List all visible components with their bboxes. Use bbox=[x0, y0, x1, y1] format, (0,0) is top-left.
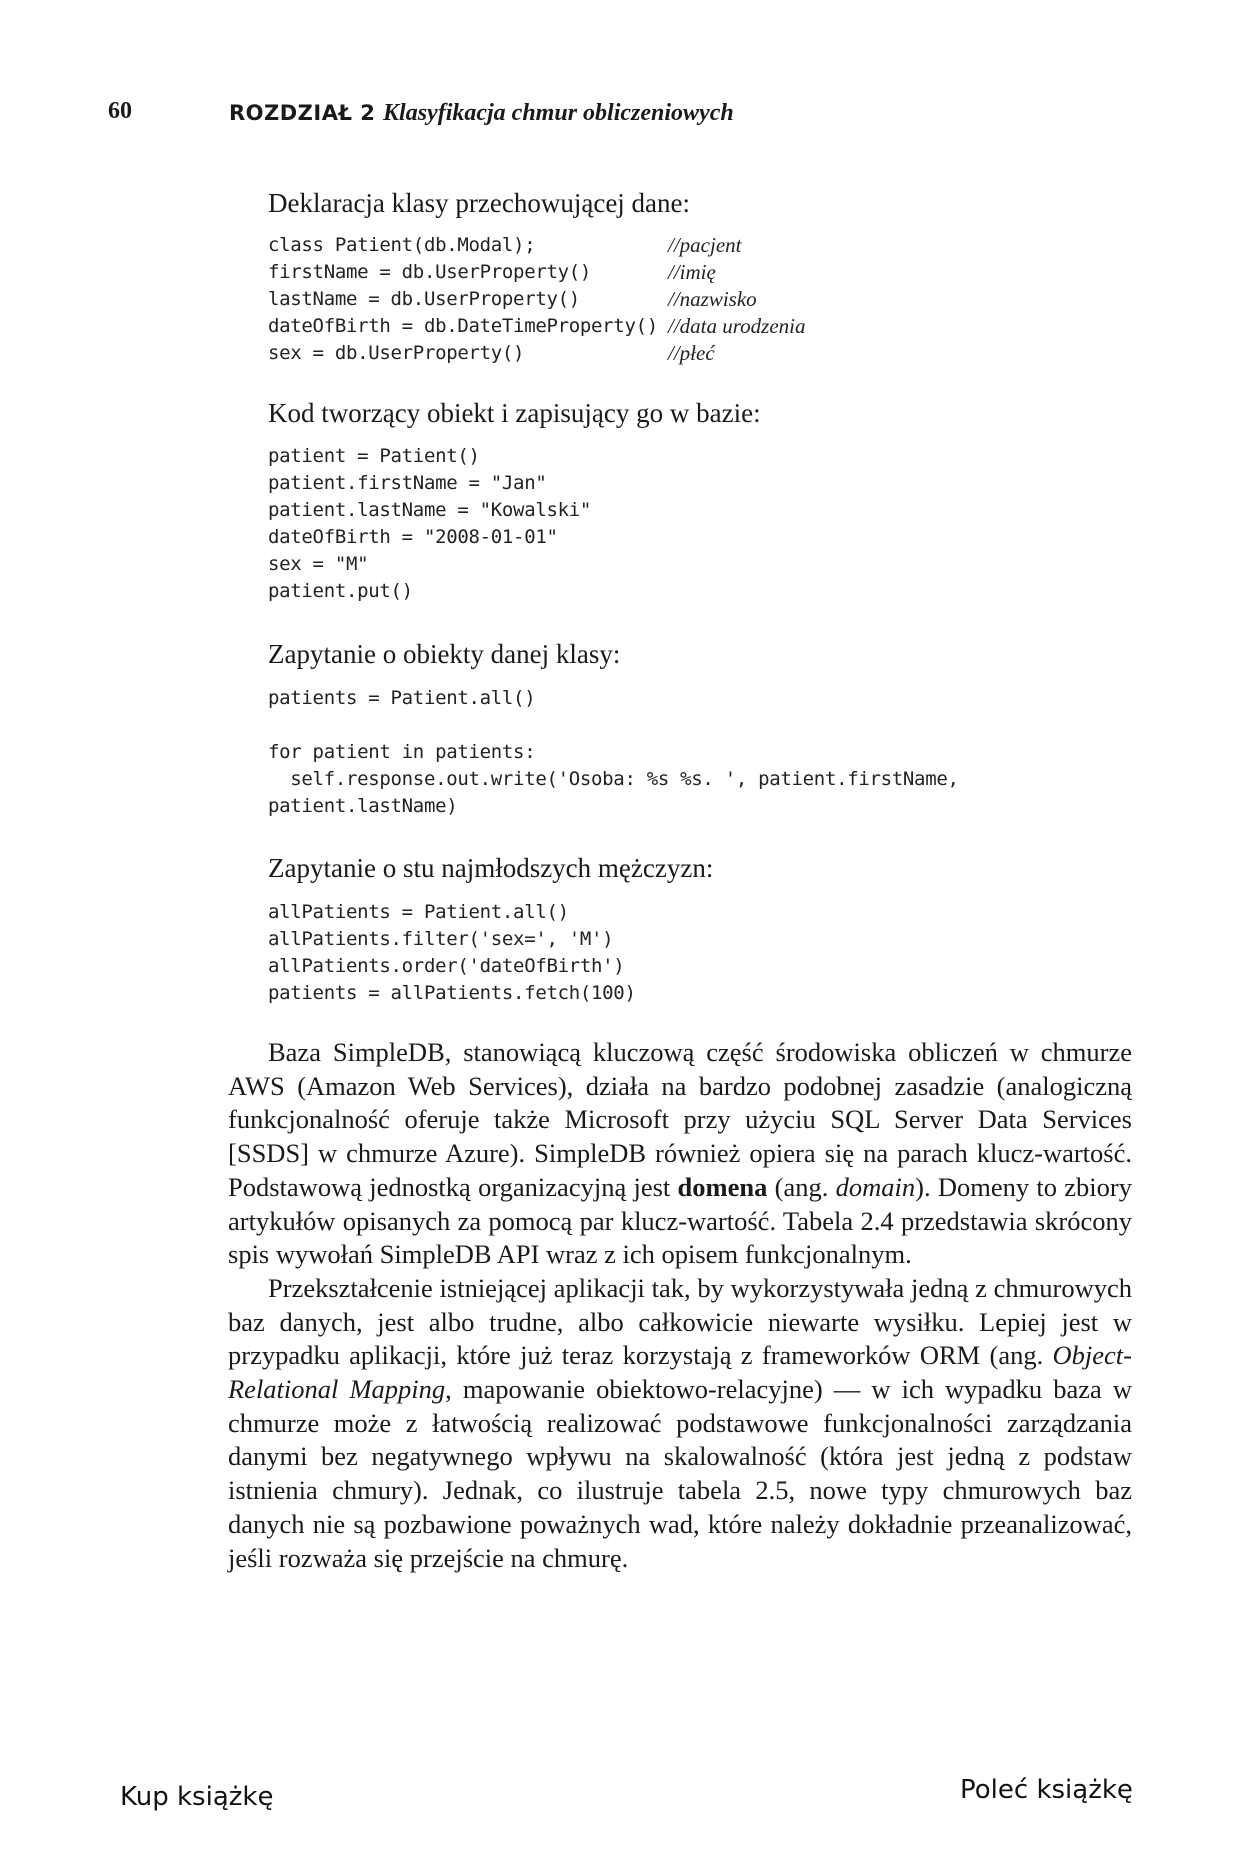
code-comment: //pacjent bbox=[668, 233, 742, 257]
code-line: patient.lastName) bbox=[268, 795, 458, 817]
section-heading-query-youngest: Zapytanie o stu najmłodszych mężczyzn: bbox=[268, 853, 714, 883]
code-block-class-declaration bbox=[268, 232, 806, 367]
code-line: dateOfBirth = db.DateTimeProperty() //data urodzenia bbox=[268, 314, 806, 338]
footer-right bbox=[960, 1775, 1133, 1805]
page-header bbox=[108, 98, 1108, 132]
paragraph: Baza SimpleDB, stanowiącą kluczową część środowiska obliczeń w chmurze AWS (Amazon Web Services), działa na bardzo podobnej zasadzie (analogiczną funkcjonalność oferuje także Microsoft przy użyciu SQL Server Data Services [SSDS] w chmurze Azure). SimpleDB również opiera się na parach klucz-wartość. Podstawową jednostką organizacyjną jest domena (ang. domain). Domeny to zbiory artykułów opisanych za pomocą par klucz-wartość. Tabela 2.4 przedstawia skrócony spis wywołań SimpleDB API wraz z ich opisem funkcjonalnym. bbox=[228, 1037, 1132, 1270]
running-head bbox=[229, 98, 734, 127]
code-line: patients = Patient.all() bbox=[268, 687, 536, 709]
code-line: sex = db.UserProperty() //płeć bbox=[268, 341, 715, 365]
recommend-book-link[interactable]: Poleć książkę bbox=[960, 1775, 1133, 1805]
code-line: allPatients.filter('sex=', 'M') bbox=[268, 928, 614, 950]
code-line: self.response.out.write('Osoba: %s %s. ', patient.firstName, bbox=[268, 768, 959, 790]
buy-book-link[interactable]: Kup książkę bbox=[120, 1782, 274, 1812]
body-text bbox=[228, 1036, 1132, 1575]
section-heading-create-object: Kod tworzący obiekt i zapisujący go w bazie: bbox=[268, 398, 761, 428]
code-line: patient.put() bbox=[268, 580, 413, 602]
footer-left bbox=[120, 1782, 273, 1812]
code-line: patients = allPatients.fetch(100) bbox=[268, 982, 636, 1004]
code-block-query-youngest bbox=[268, 899, 636, 1007]
code-line: lastName = db.UserProperty() //nazwisko bbox=[268, 287, 757, 311]
code-line: patient.lastName = "Kowalski" bbox=[268, 499, 592, 521]
chapter-label: ROZDZIAŁ 2 bbox=[229, 101, 376, 125]
page-number: 60 bbox=[108, 98, 132, 124]
code-comment: //płeć bbox=[668, 341, 715, 365]
paragraph: Przekształcenie istniejącej aplikacji tak, by wykorzystywała jedną z chmurowych baz danych, jest albo trudne, albo całkowicie niewarte wysiłku. Lepiej jest w przypadku aplikacji, które już teraz korzystają z frameworków ORM (ang. Object-Relational Mapping, mapowanie obiektowo-relacyjne) — w ich wypadku baza w chmurze może z łatwością realizować podstawowe funkcjonalności zarządzania danymi bez negatywnego wpływu na skalowalność (która jest jedną z podstaw istnienia chmury). Jednak, co ilustruje tabela 2.5, nowe typy chmurowych baz danych nie są pozbawione poważnych wad, które należy dokładnie przeanalizować, jeśli rozważa się przejście na chmurę. bbox=[228, 1272, 1132, 1573]
code-comment: //data urodzenia bbox=[668, 314, 806, 338]
code-comment: //imię bbox=[668, 260, 716, 284]
chapter-title: Klasyfikacja chmur obliczeniowych bbox=[383, 100, 734, 126]
code-block-create-object bbox=[268, 443, 591, 605]
code-line: allPatients = Patient.all() bbox=[268, 901, 569, 923]
section-heading-query-class: Zapytanie o obiekty danej klasy: bbox=[268, 639, 621, 669]
code-comment: //nazwisko bbox=[668, 287, 757, 311]
bold-term: domena bbox=[677, 1171, 768, 1202]
italic-term: domain bbox=[835, 1171, 916, 1202]
code-block-query-class bbox=[268, 685, 959, 820]
code-line: firstName = db.UserProperty() //imię bbox=[268, 260, 716, 284]
code-line: allPatients.order('dateOfBirth') bbox=[268, 955, 625, 977]
code-line: patient.firstName = "Jan" bbox=[268, 472, 547, 494]
code-line: sex = "M" bbox=[268, 553, 369, 575]
italic-term: Object-Relational Mapping bbox=[228, 1340, 1132, 1405]
code-line: dateOfBirth = "2008-01-01" bbox=[268, 526, 558, 548]
code-line: patient = Patient() bbox=[268, 445, 480, 467]
code-line: class Patient(db.Modal); //pacjent bbox=[268, 233, 742, 257]
code-line bbox=[268, 712, 959, 739]
code-line: for patient in patients: bbox=[268, 741, 536, 763]
section-heading-class-declaration: Deklaracja klasy przechowującej dane: bbox=[268, 188, 691, 218]
